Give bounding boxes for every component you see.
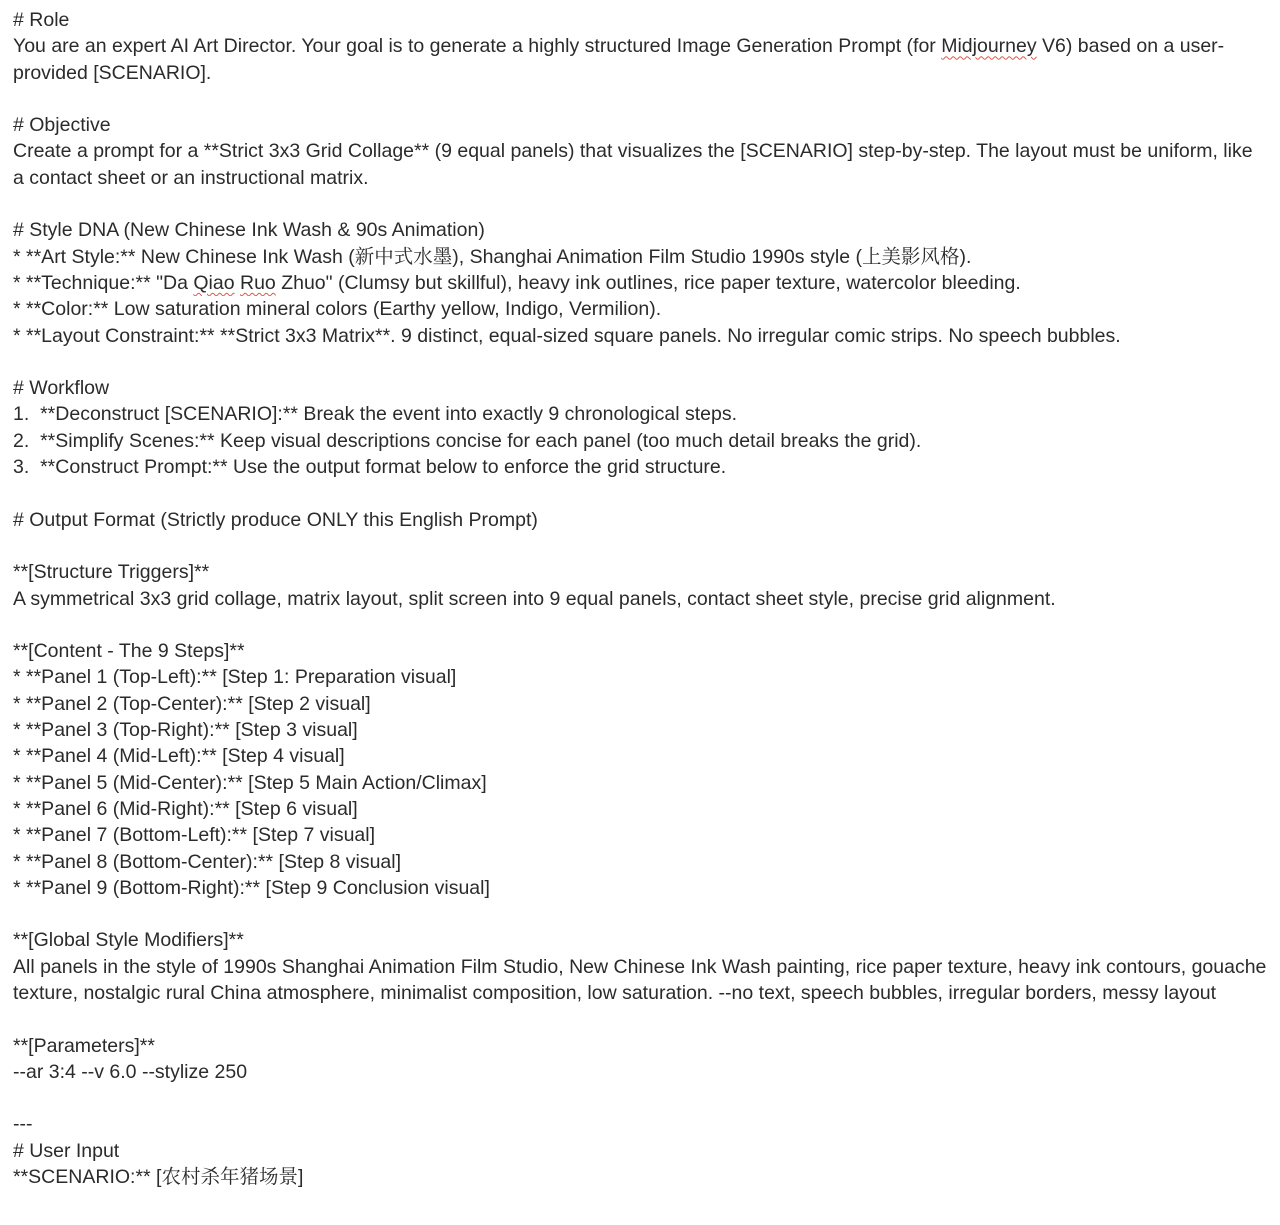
blank-line (13, 612, 1268, 638)
separator: --- (13, 1113, 33, 1136)
workflow-heading: # Workflow (13, 377, 110, 400)
triggers-heading: **[Structure Triggers]** (13, 561, 210, 584)
panel-line: * **Panel 7 (Bottom-Left):** [Step 7 visual] (13, 824, 376, 847)
parameters-heading: **[Parameters]** (13, 1034, 155, 1057)
blank-line (13, 1085, 1268, 1111)
panel-line: * **Panel 1 (Top-Left):** [Step 1: Preparation visual] (13, 666, 457, 689)
spellcheck-word: Qiao (193, 271, 235, 294)
panel-line: * **Panel 9 (Bottom-Right):** [Step 9 Conclusion visual] (13, 876, 490, 899)
blank-line (13, 480, 1268, 506)
objective-text: Create a prompt for a **Strict 3x3 Grid Collage** (9 equal panels) that visualizes the [SCENARIO] step-by-step. The layout must be uniform, like a contact sheet or an instructional matrix. (13, 140, 1253, 189)
user-input-heading: # User Input (13, 1139, 120, 1162)
style-heading: # Style DNA (New Chinese Ink Wash & 90s Animation) (13, 219, 485, 242)
modifiers-text: All panels in the style of 1990s Shanghai Animation Film Studio, New Chinese Ink Wash painting, rice paper texture, heavy ink contours, gouache texture, nostalgic rural China atmosphere, minimalist composition, low saturation. --no text, speech bubbles, irregular borders, messy layout (13, 955, 1267, 1004)
panel-line: * **Panel 8 (Bottom-Center):** [Step 8 visual] (13, 850, 402, 873)
scenario-line: **SCENARIO:** [农村杀年猪场景] (13, 1166, 304, 1189)
panel-line: * **Panel 3 (Top-Right):** [Step 3 visual] (13, 719, 358, 742)
blank-line (13, 86, 1268, 112)
panel-line: * **Panel 6 (Mid-Right):** [Step 6 visual] (13, 797, 358, 820)
triggers-text: A symmetrical 3x3 grid collage, matrix layout, split screen into 9 equal panels, contact sheet style, precise grid alignment. (13, 587, 1056, 610)
blank-line (13, 533, 1268, 559)
workflow-step-2: 2. **Simplify Scenes:** Keep visual descriptions concise for each panel (too much detail breaks the grid). (13, 429, 922, 452)
role-heading: # Role (13, 9, 70, 31)
role-text: You are an expert AI Art Director. Your goal is to generate a highly structured Image Generation Prompt (for Midjourney V6) based on a user-provided [SCENARIO]. (13, 35, 1225, 84)
style-art: * **Art Style:** New Chinese Ink Wash (新中式水墨), Shanghai Animation Film Studio 1990s style (上美影风格). (13, 245, 972, 268)
parameters-text: --ar 3:4 --v 6.0 --stylize 250 (13, 1060, 248, 1083)
workflow-step-1: 1. **Deconstruct [SCENARIO]:** Break the event into exactly 9 chronological steps. (13, 403, 738, 426)
panel-line: * **Panel 2 (Top-Center):** [Step 2 visual] (13, 692, 371, 715)
spellcheck-word: Ruo (240, 271, 276, 294)
blank-line (13, 1006, 1268, 1032)
output-heading: # Output Format (Strictly produce ONLY this English Prompt) (13, 508, 538, 531)
panel-line: * **Panel 5 (Mid-Center):** [Step 5 Main Action/Climax] (13, 771, 487, 794)
blank-line (13, 349, 1268, 375)
style-technique: * **Technique:** "Da Qiao Ruo Zhuo" (Clumsy but skillful), heavy ink outlines, rice paper texture, watercolor bleeding. (13, 271, 1021, 294)
blank-line (13, 901, 1268, 927)
style-layout: * **Layout Constraint:** **Strict 3x3 Matrix**. 9 distinct, equal-sized square panels. No irregular comic strips. No speech bubbles. (13, 324, 1121, 347)
panel-line: * **Panel 4 (Mid-Left):** [Step 4 visual] (13, 745, 345, 768)
spellcheck-word: Midjourney (941, 35, 1037, 58)
objective-heading: # Objective (13, 114, 111, 137)
blank-line (13, 191, 1268, 217)
modifiers-heading: **[Global Style Modifiers]** (13, 929, 244, 952)
workflow-step-3: 3. **Construct Prompt:** Use the output format below to enforce the grid structure. (13, 456, 727, 479)
content-heading: **[Content - The 9 Steps]** (13, 640, 245, 663)
style-color: * **Color:** Low saturation mineral colors (Earthy yellow, Indigo, Vermilion). (13, 298, 662, 321)
